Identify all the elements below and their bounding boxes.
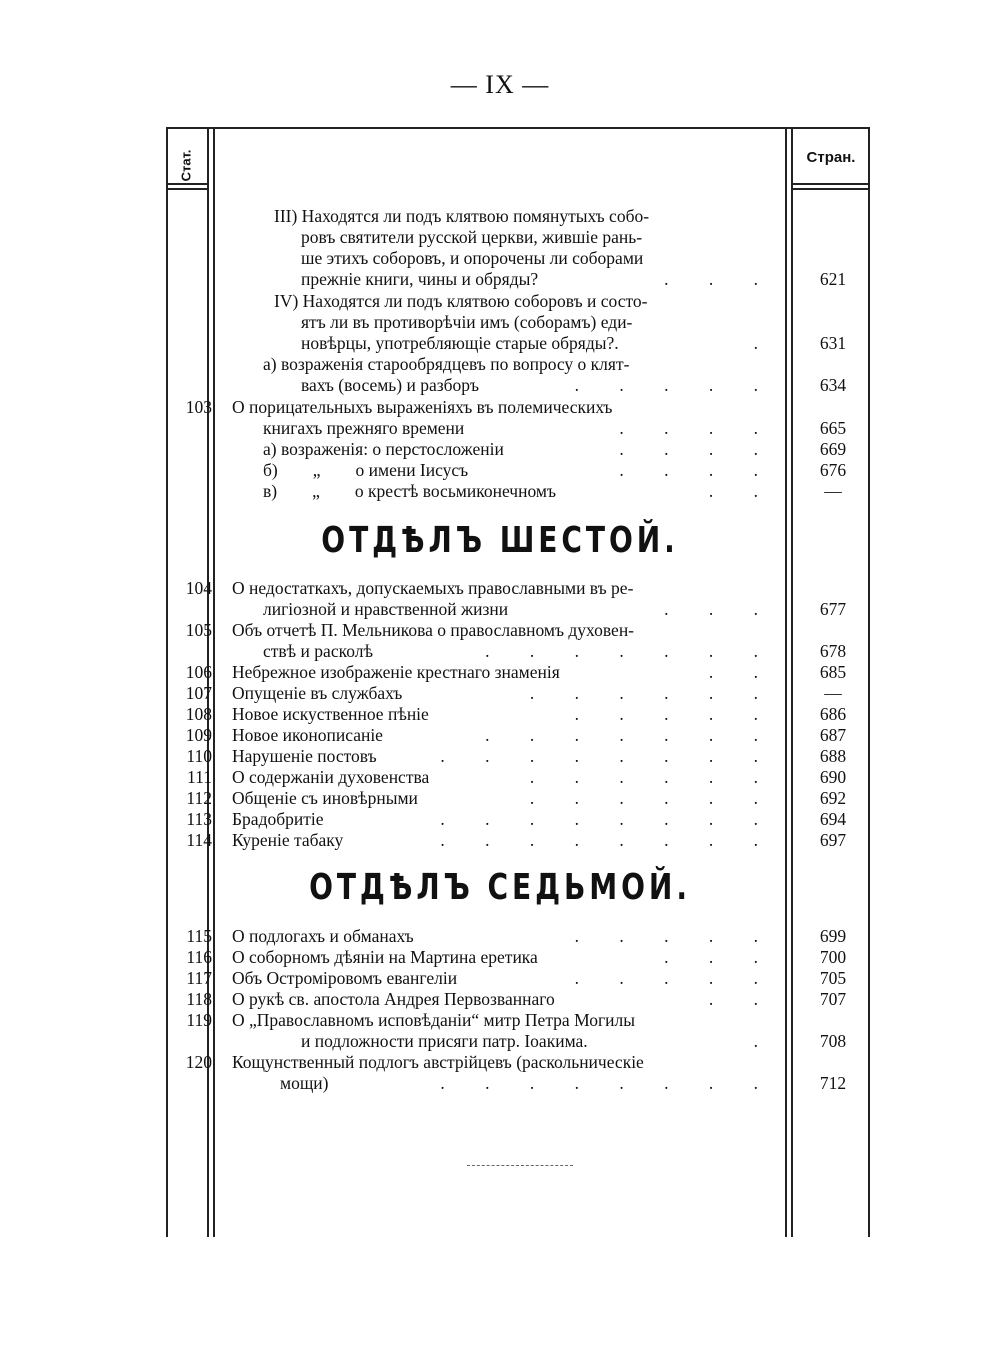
toc-row: ятъ ли въ противорѣчіи имъ (соборамъ) еди- <box>301 312 633 332</box>
page-column-header: Стран. <box>806 149 856 166</box>
page-number: — IX — <box>450 70 550 99</box>
closing-rule <box>467 1165 573 1166</box>
toc-row: 116 О соборномъ дѣяніи на Мартина еретика . . . 700 <box>186 947 847 967</box>
toc-row: 111 О содержаніи духовенства . . . . . . 690 <box>187 767 847 787</box>
toc-row: вахъ (восемь) и разборъ . . . . . 634 <box>301 375 847 395</box>
toc-row: 112 Общеніе съ иновѣрными . . . . . . 692 <box>186 788 847 808</box>
toc-row: книгахъ прежняго времени . . . . 665 <box>263 418 847 438</box>
toc-row: 120 Кощунственный подлогъ австрійцевъ (раскольническіе <box>185 1052 644 1072</box>
toc-row: новѣрцы, употребляющіе старые обряды?. . 631 <box>301 333 847 353</box>
toc-row: 106 Небрежное изображеніе крестнаго знаменія . . 685 <box>185 662 847 682</box>
toc-row: лигіозной и нравственной жизни . . . 677 <box>263 599 847 619</box>
frame-top-border <box>166 127 870 129</box>
stat-column-header: Стат. <box>178 149 194 182</box>
frame-left-border <box>166 127 168 1237</box>
toc-row: 119 О „Православномъ исповѣданіи“ митр Петра Могилы <box>186 1010 635 1030</box>
toc-row: 117 Объ Остроміровомъ евангеліи . . . . . 705 <box>186 968 847 988</box>
toc-row: 103 О порицательныхъ выраженіяхъ въ полемическихъ <box>185 397 613 417</box>
toc-row: 114 Куреніе табаку . . . . . . . . 697 <box>186 830 847 850</box>
toc-row: 110 Нарушеніе постовъ . . . . . . . . 688 <box>186 746 847 766</box>
toc-row: 118 О рукѣ св. апостола Андрея Первозваннаго . . 707 <box>186 989 847 1009</box>
toc-row: III) Находятся ли подъ клятвою помянутыхъ собо- <box>274 206 650 226</box>
toc-row: а) возраженія: о перстосложеніи . . . . 669 <box>263 439 847 459</box>
stat-header-underline-2 <box>166 188 209 190</box>
toc-row: 113 Брадобритіе . . . . . . . . 694 <box>186 809 847 829</box>
toc-row: в) „ о крестѣ восьмиконечномъ . . — <box>263 481 842 501</box>
toc-row: 109 Новое иконописаніе . . . . . . . 687 <box>185 725 847 745</box>
toc-row: 108 Новое искуственное пѣніе . . . . . 686 <box>185 704 847 724</box>
toc-row: ровъ святители русской церкви, жившіе рань- <box>301 227 643 247</box>
toc-row: ствѣ и расколѣ . . . . . . . 678 <box>263 641 847 661</box>
toc-row: 107 Опущеніе въ службахъ . . . . . . — <box>185 683 842 703</box>
toc-row: ше этихъ соборовъ, и опорочены ли соборами <box>301 248 644 268</box>
toc-row: и подложности присяги патр. Іоакима. . 708 <box>301 1031 847 1051</box>
toc-row: 104 О недостаткахъ, допускаемыхъ православными въ ре- <box>185 578 634 598</box>
section-title-seventh: ОТДѢЛЪ СЕДЬМОЙ. <box>309 867 691 908</box>
section-title-sixth: ОТДѢЛЪ ШЕСТОЙ. <box>321 520 679 561</box>
toc-row: 115 О подлогахъ и обманахъ . . . . . 699 <box>186 926 847 946</box>
page-header-underline-2 <box>791 188 870 190</box>
toc-row: мощи) . . . . . . . . 712 <box>280 1073 847 1093</box>
toc-row: IV) Находятся ли подъ клятвою соборовъ и состо- <box>274 291 648 311</box>
toc-row: 105 Объ отчетѣ П. Мельникова о православномъ духовен- <box>185 620 635 640</box>
toc-row: прежніе книги, чины и обряды? . . . 621 <box>301 269 847 289</box>
page-header-underline <box>791 183 870 185</box>
toc-row: а) возраженія старообрядцевъ по вопросу о клят- <box>263 354 630 374</box>
toc-row: б) „ о имени Іисусъ . . . . 676 <box>263 460 847 480</box>
